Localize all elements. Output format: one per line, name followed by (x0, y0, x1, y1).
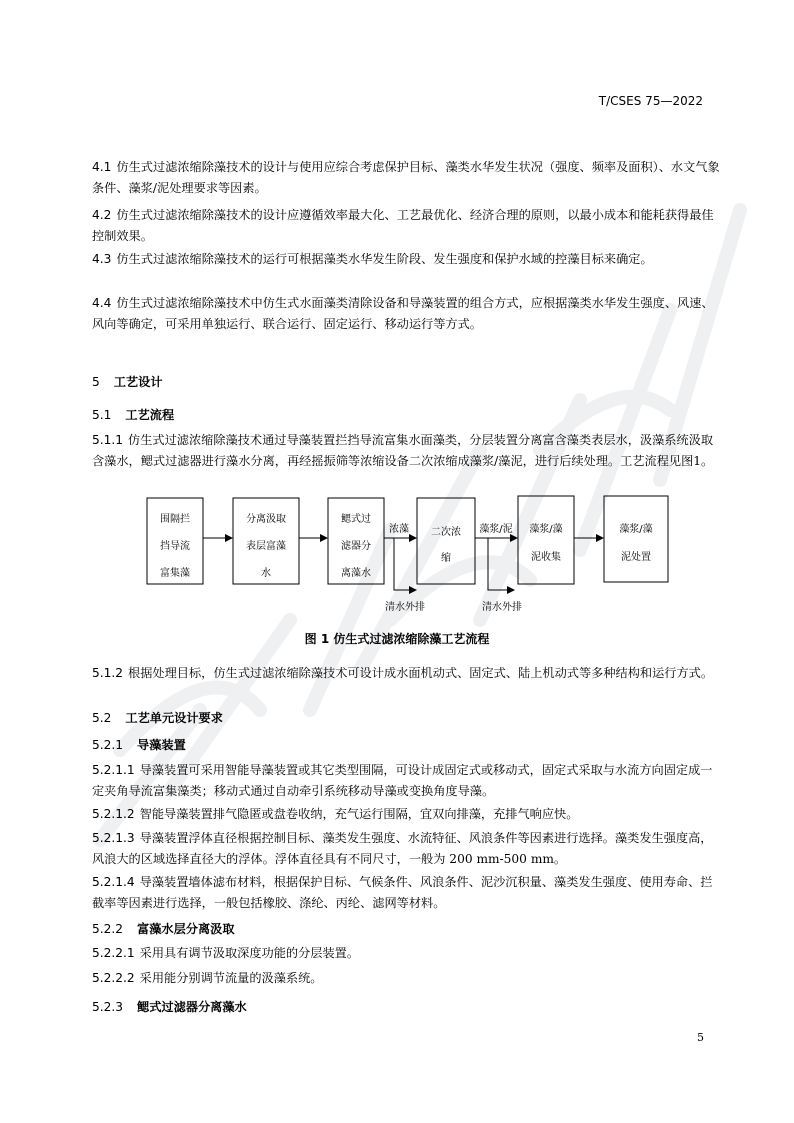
section-5-2-2-heading (92, 920, 235, 937)
clause-5-1-1 (92, 430, 720, 471)
page-number: 5 (697, 1031, 704, 1044)
flow-node-1-label: 围隔拦 (160, 514, 190, 525)
flow-node-2-label: 水 (261, 568, 271, 579)
flow-node-1-label: 挡导流 (160, 541, 190, 552)
discharge-arrow-1 (394, 538, 416, 590)
clause-number: 5.1.2 (92, 666, 124, 680)
clause-number: 5.2.1.2 (92, 807, 135, 821)
clause-4-1 (92, 157, 720, 198)
clause-text: 智能导藻装置排气隐匿或盘卷收纳，充气运行围隔，宜双向排藻，充排气响应快。 (139, 807, 579, 821)
section-5-heading (92, 373, 163, 390)
flow-node-6-label: 藻浆/藻 (619, 524, 653, 535)
clause-number: 4.1 (92, 160, 112, 174)
clause-5-2-1-1 (92, 760, 720, 801)
flow-node-6 (604, 496, 668, 582)
discharge-label-2: 清水外排 (482, 602, 522, 613)
clause-4-2 (92, 205, 720, 246)
section-number: 5.2.3 (92, 1000, 124, 1014)
section-5-2-1-heading (92, 736, 186, 753)
process-flow-diagram (0, 485, 794, 620)
flow-node-4 (417, 498, 475, 584)
section-title: 富藻水层分离汲取 (137, 922, 235, 936)
clause-number: 5.1.1 (92, 433, 124, 447)
clause-5-2-2-1 (92, 943, 720, 964)
clause-text: 仿生式过滤浓缩除藻技术中仿生式水面藻类清除设备和导藻装置的组合方式，应根据藻类水华发生强度、风速、风向等确定，可采用单独运行、联合运行、固定运行、移动运行等方式。 (92, 296, 714, 331)
flow-node-1-label: 富集藻 (160, 568, 190, 579)
clause-number: 5.2.1.3 (92, 831, 135, 845)
clause-number: 5.2.2.2 (92, 971, 135, 985)
flow-node-4-label: 二次浓 (431, 527, 461, 538)
clause-text: 仿生式过滤浓缩除藻技术的设计与使用应综合考虑保护目标、藻类水华发生状况（强度、频率及面积）、水文气象条件、藻浆/泥处理要求等因素。 (92, 160, 720, 195)
clause-text: 仿生式过滤浓缩除藻技术的设计应遵循效率最大化、工艺最优化、经济合理的原则，以最小成本和能耗获得最佳控制效果。 (92, 208, 714, 243)
edge-label-1: 浓藻 (389, 524, 409, 535)
section-number: 5.2 (92, 711, 112, 725)
section-title: 工艺设计 (113, 375, 163, 389)
clause-number: 5.2.2.1 (92, 946, 135, 960)
discharge-label-1: 清水外排 (385, 602, 425, 613)
flow-node-4-label: 缩 (441, 553, 451, 564)
section-5-2-3-heading (92, 998, 247, 1015)
standard-code: T/CSES 75—2022 (598, 94, 703, 108)
clause-text: 仿生式过滤浓缩除藻技术的运行可根据藻类水华发生阶段、发生强度和保护水域的控藻目标来确定。 (116, 252, 653, 266)
clause-text: 采用能分别调节流量的汲藻系统。 (139, 971, 323, 985)
clause-5-2-1-2 (92, 804, 720, 825)
section-number: 5.2.2 (92, 922, 124, 936)
clause-text: 导藻装置墙体滤布材料，根据保护目标、气候条件、风浪条件、泥沙沉积量、藻类发生强度、使用寿命、拦截率等因素进行选择，一般包括橡胶、涤纶、丙纶、滤网等材料。 (92, 875, 713, 910)
clause-number: 4.2 (92, 208, 112, 222)
clause-text: 采用具有调节汲取深度功能的分层装置。 (139, 946, 360, 960)
clause-number: 4.3 (92, 252, 112, 266)
section-number: 5.2.1 (92, 738, 124, 752)
section-title: 鳃式过滤器分离藻水 (137, 1000, 247, 1014)
clause-text: 仿生式过滤浓缩除藻技术通过导藻装置拦挡导流富集水面藻类，分层装置分离富含藻类表层水，汲藻系统汲取含藻水，鳃式过滤器进行藻水分离，再经摇振筛等浓缩设备二次浓缩成藻浆/藻泥，进行后续处理。工艺流程见图1。 (92, 433, 714, 468)
clause-number: 5.2.1.1 (92, 763, 135, 777)
flow-node-2-label: 表层富藻 (246, 541, 286, 552)
section-title: 工艺流程 (125, 408, 175, 422)
clause-5-2-1-4 (92, 872, 720, 913)
section-title: 工艺单元设计要求 (125, 711, 223, 725)
flow-node-5-label: 藻浆/藻 (529, 524, 563, 535)
flow-node-3-label: 鳃式过 (341, 514, 371, 525)
clause-number: 5.2.1.4 (92, 875, 135, 889)
clause-text: 导藻装置浮体直径根据控制目标、藻类发生强度、水流特征、风浪条件等因素进行选择。藻类发生强度高，风浪大的区域选择直径大的浮体。浮体直径具有不同尺寸，一般为 200 mm-500 mm。 (92, 831, 713, 866)
flow-node-2-label: 分离汲取 (246, 514, 286, 525)
clause-text: 根据处理目标，仿生式过滤浓缩除藻技术可设计成水面机动式、固定式、陆上机动式等多种结构和运行方式。 (128, 666, 714, 680)
section-5-1-heading (92, 406, 174, 423)
section-number: 5 (92, 375, 100, 389)
clause-5-2-2-2 (92, 968, 720, 989)
clause-5-1-2 (92, 663, 720, 684)
section-number: 5.1 (92, 408, 112, 422)
flow-node-6-label: 泥处置 (621, 552, 651, 563)
flow-node-3-label: 离藻水 (341, 568, 371, 579)
edge-label-2: 藻浆/泥 (479, 524, 513, 535)
section-5-2-heading (92, 709, 223, 726)
figure-caption: 图 1 仿生式过滤浓缩除藻工艺流程 (304, 632, 490, 646)
clause-number: 4.4 (92, 296, 112, 310)
clause-4-3 (92, 249, 720, 270)
clause-5-2-1-3 (92, 828, 720, 869)
flow-node-5 (518, 496, 574, 584)
clause-text: 导藻装置可采用智能导藻装置或其它类型围隔，可设计成固定式或移动式，固定式采取与水流方向固定成一定夹角导流富集藻类；移动式通过自动牵引系统移动导藻或变换角度导藻。 (92, 763, 713, 798)
discharge-arrow-2 (488, 538, 514, 590)
flow-node-5-label: 泥收集 (531, 552, 561, 563)
clause-4-4 (92, 293, 720, 334)
section-title: 导藻装置 (137, 738, 186, 752)
flow-node-3-label: 滤器分 (341, 541, 371, 552)
